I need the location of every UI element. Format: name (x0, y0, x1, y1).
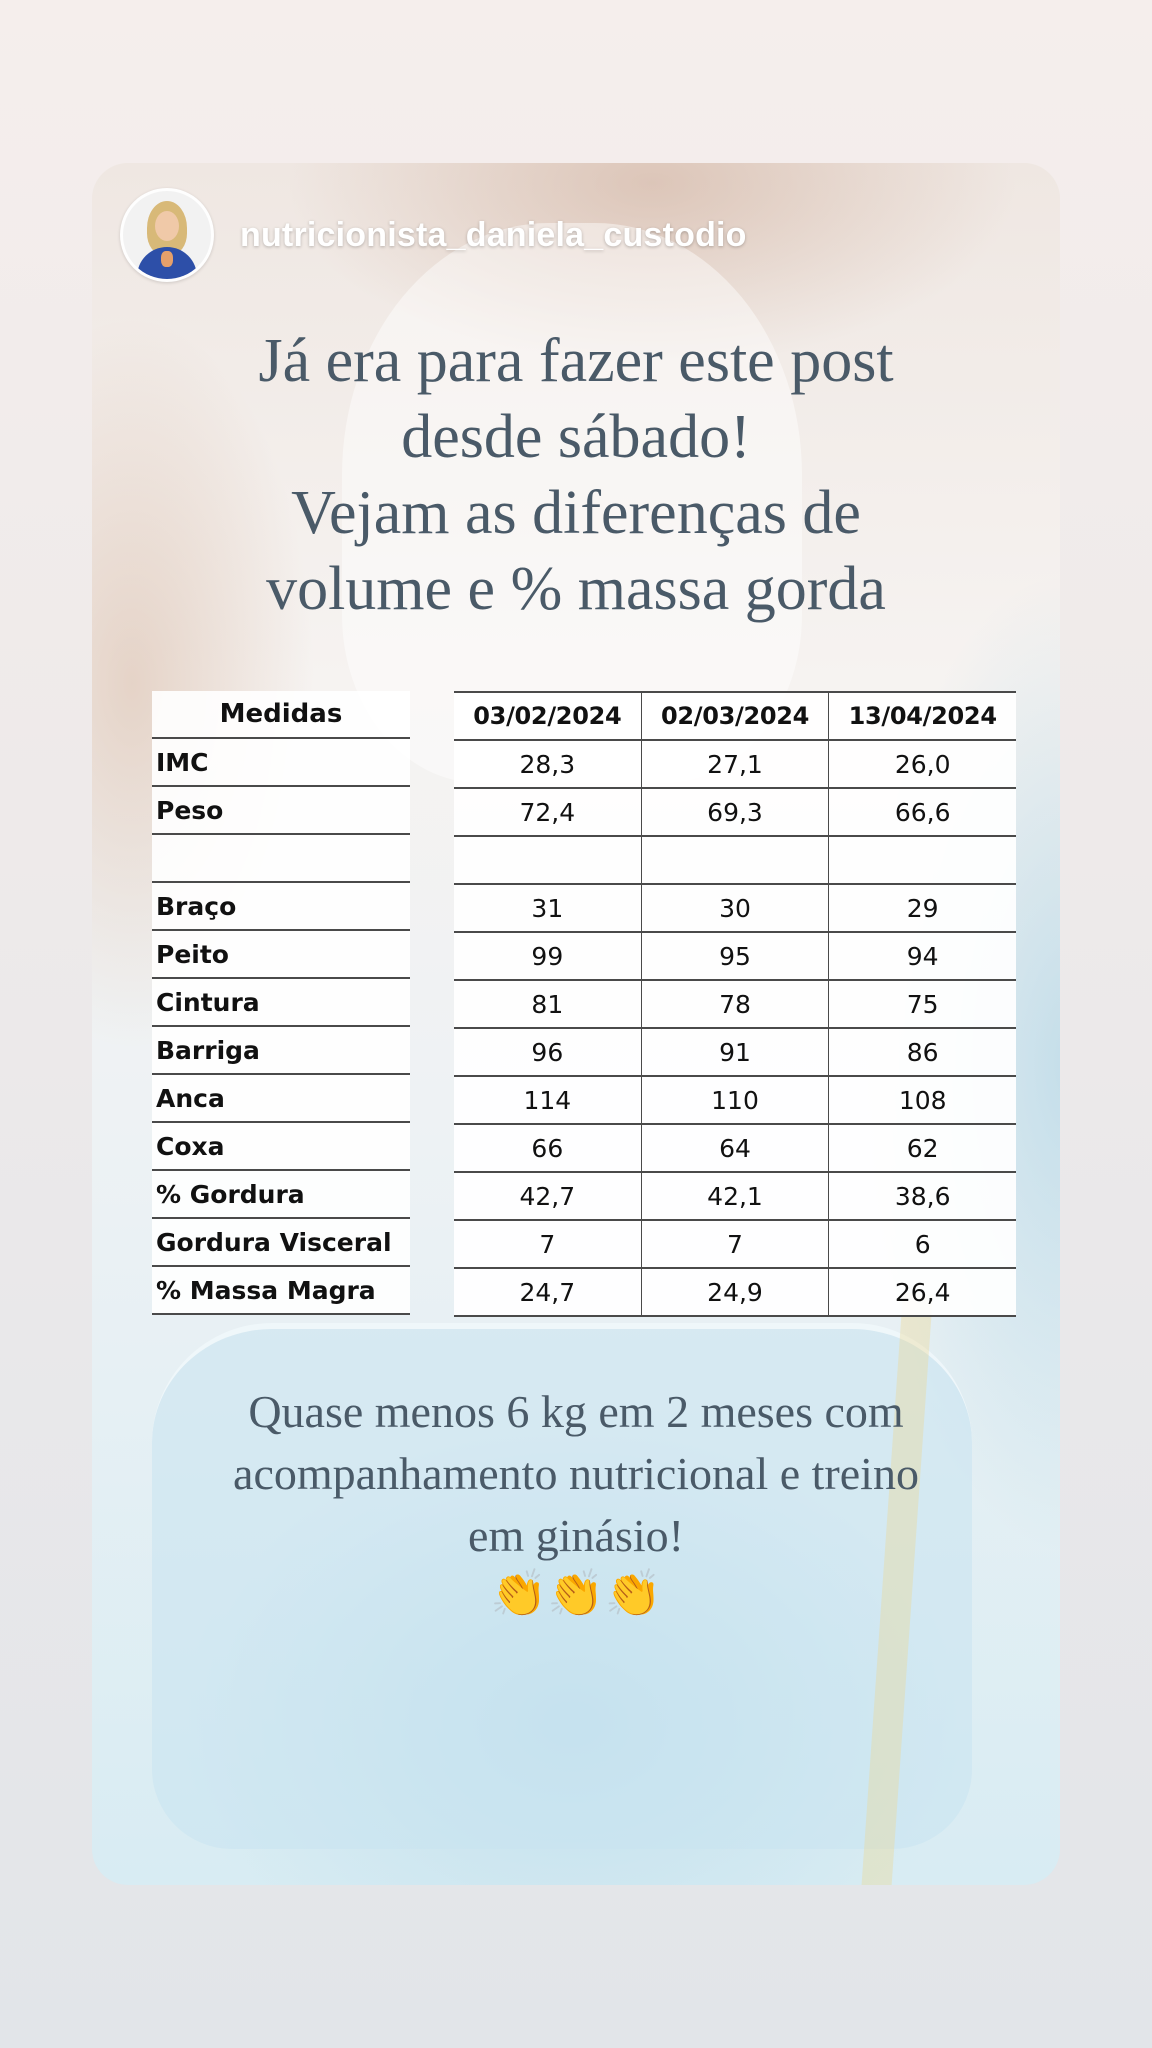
headline-text (152, 323, 1000, 627)
table-cell: 114 (523, 1085, 572, 1115)
table-row-label: Cintura (152, 979, 410, 1027)
avatar[interactable] (120, 188, 214, 282)
table-row-label: Peso (152, 787, 410, 835)
table-column-header: 13/04/2024 (828, 693, 1016, 739)
table-cell (454, 837, 641, 883)
table-row (454, 1125, 1016, 1173)
table-row (454, 1029, 1016, 1077)
table-cell: 78 (641, 981, 829, 1027)
table-row-label (152, 835, 410, 883)
table-cell: 96 (531, 1037, 564, 1067)
table-cell: 108 (828, 1077, 1016, 1123)
table-cell: 99 (531, 941, 564, 971)
table-cell: 69,3 (641, 789, 829, 835)
table-header-label: Medidas (152, 691, 410, 739)
table-row-label: Peito (152, 931, 410, 979)
table-row (454, 789, 1016, 837)
story-card[interactable] (92, 163, 1060, 1885)
table-cell: 29 (828, 885, 1016, 931)
table-row-label: Gordura Visceral (152, 1219, 410, 1267)
table-row (454, 1173, 1016, 1221)
table-cell: 94 (828, 933, 1016, 979)
table-cell: 42,1 (641, 1173, 829, 1219)
headline-line: desde sábado! (401, 403, 751, 471)
story-header (120, 189, 747, 281)
table-cell: 42,7 (519, 1181, 576, 1211)
table-row (454, 885, 1016, 933)
table-cell: 30 (641, 885, 829, 931)
table-row-label: IMC (152, 739, 410, 787)
table-cell: 62 (828, 1125, 1016, 1171)
headline-line: Já era para fazer este post (258, 327, 894, 395)
table-row-label: % Gordura (152, 1171, 410, 1219)
footer-line: acompanhamento nutricional e treino (233, 1448, 919, 1499)
table-header-row (454, 691, 1016, 741)
table-row-label: Anca (152, 1075, 410, 1123)
measurements-value-columns (454, 691, 1016, 1317)
measurements-label-column (152, 691, 410, 1315)
table-cell: 27,1 (641, 741, 829, 787)
table-cell: 75 (828, 981, 1016, 1027)
headline-line: volume e % massa gorda (266, 555, 886, 623)
table-row (454, 741, 1016, 789)
table-row-label: Barriga (152, 1027, 410, 1075)
table-row (454, 1077, 1016, 1125)
headline-line: Vejam as diferenças de (291, 479, 861, 547)
clapping-hands-emoji: 👏👏👏 (490, 1566, 662, 1620)
table-column-header: 02/03/2024 (641, 693, 829, 739)
table-row-label: % Massa Magra (152, 1267, 410, 1315)
table-cell: 28,3 (519, 749, 576, 779)
table-cell: 66,6 (828, 789, 1016, 835)
table-cell: 64 (641, 1125, 829, 1171)
table-cell (828, 837, 1016, 883)
table-row-label: Braço (152, 883, 410, 931)
table-cell: 91 (641, 1029, 829, 1075)
table-cell (641, 837, 829, 883)
table-row-label: Coxa (152, 1123, 410, 1171)
username[interactable]: nutricionista_daniela_custodio (240, 215, 747, 254)
footer-line: em ginásio! (468, 1510, 684, 1561)
table-cell: 7 (641, 1221, 829, 1267)
table-cell: 110 (641, 1077, 829, 1123)
table-cell: 38,6 (828, 1173, 1016, 1219)
footer-caption (132, 1381, 1020, 1567)
table-cell: 66 (531, 1133, 564, 1163)
table-row (454, 837, 1016, 885)
table-column-header: 03/02/2024 (473, 702, 622, 730)
table-cell: 81 (531, 989, 564, 1019)
table-row (454, 1269, 1016, 1317)
table-cell: 24,9 (641, 1269, 829, 1315)
table-cell: 24,7 (519, 1277, 576, 1307)
footer-line: Quase menos 6 kg em 2 meses com (248, 1386, 904, 1437)
table-cell: 95 (641, 933, 829, 979)
table-cell: 26,0 (828, 741, 1016, 787)
table-cell: 6 (828, 1221, 1016, 1267)
table-row (454, 1221, 1016, 1269)
table-cell: 7 (539, 1229, 556, 1259)
table-cell: 26,4 (828, 1269, 1016, 1315)
table-cell: 86 (828, 1029, 1016, 1075)
table-cell: 72,4 (519, 797, 576, 827)
table-cell: 31 (531, 893, 564, 923)
table-row (454, 981, 1016, 1029)
table-row (454, 933, 1016, 981)
